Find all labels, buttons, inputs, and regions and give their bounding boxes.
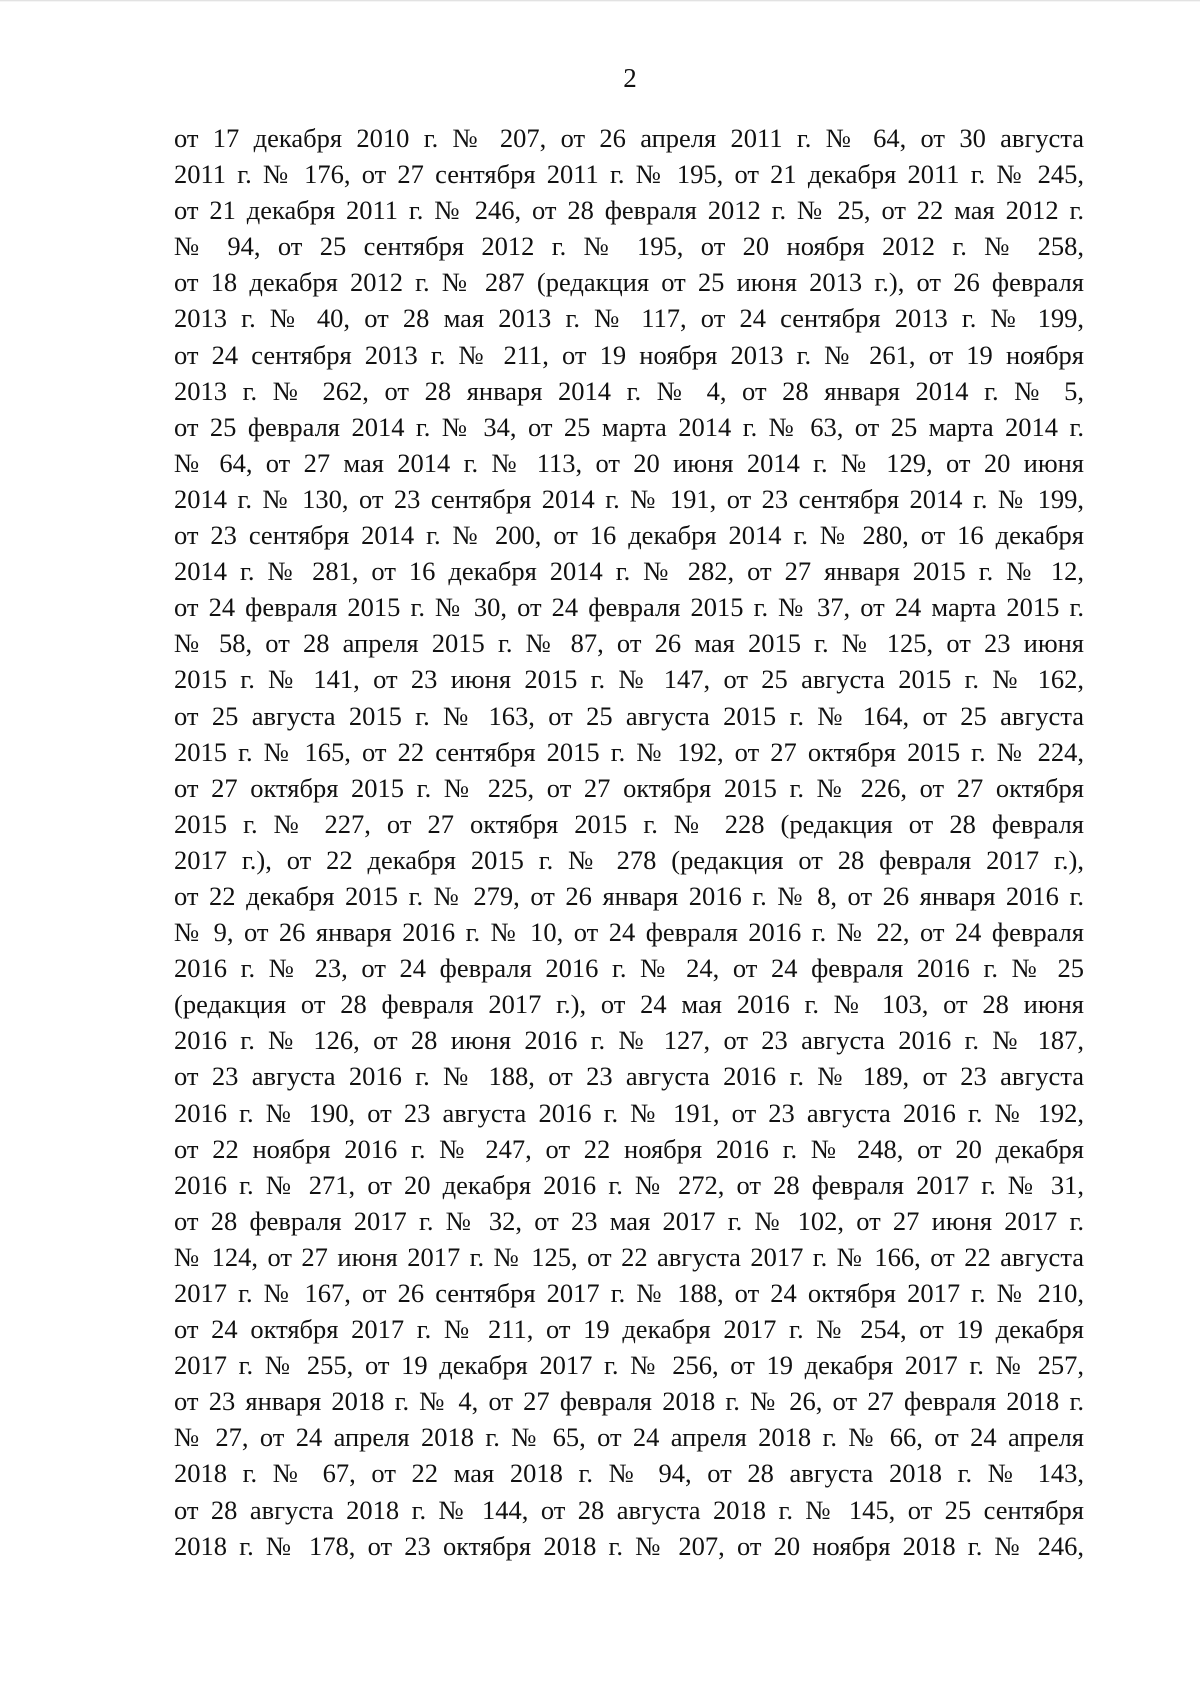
- text-line: от 23 сентября 2014 г. № 200, от 16 декабря 2014 г. № 280, от 16 декабря: [174, 520, 1084, 551]
- text-line: от 25 августа 2015 г. № 163, от 25 августа 2015 г. № 164, от 25 августа: [174, 700, 1084, 731]
- text-line: № 27, от 24 апреля 2018 г. № 65, от 24 апреля 2018 г. № 66, от 24 апреля: [174, 1422, 1084, 1453]
- text-line: (редакция от 28 февраля 2017 г.), от 24 мая 2016 г. № 103, от 28 июня: [174, 989, 1084, 1020]
- text-line: 2016 г. № 126, от 28 июня 2016 г. № 127, от 23 августа 2016 г. № 187,: [174, 1025, 1084, 1056]
- text-line: 2014 г. № 281, от 16 декабря 2014 г. № 282, от 27 января 2015 г. № 12,: [174, 556, 1084, 587]
- text-line: 2013 г. № 40, от 28 мая 2013 г. № 117, от 24 сентября 2013 г. № 199,: [174, 303, 1084, 334]
- text-line: 2016 г. № 271, от 20 декабря 2016 г. № 272, от 28 февраля 2017 г. № 31,: [174, 1169, 1084, 1200]
- text-line: 2013 г. № 262, от 28 января 2014 г. № 4, от 28 января 2014 г. № 5,: [174, 375, 1084, 406]
- text-line: 2015 г. № 227, от 27 октября 2015 г. № 228 (редакция от 28 февраля: [174, 808, 1084, 839]
- text-line: от 21 декабря 2011 г. № 246, от 28 февраля 2012 г. № 25, от 22 мая 2012 г.: [174, 195, 1084, 226]
- text-line: от 22 декабря 2015 г. № 279, от 26 января 2016 г. № 8, от 26 января 2016 г.: [174, 880, 1084, 911]
- text-line: от 17 декабря 2010 г. № 207, от 26 апреля 2011 г. № 64, от 30 августа: [174, 123, 1084, 153]
- body-text: [174, 120, 1084, 1564]
- page-number: 2: [623, 63, 637, 93]
- text-line: от 27 октября 2015 г. № 225, от 27 октября 2015 г. № 226, от 27 октября: [174, 772, 1084, 803]
- text-line: от 23 января 2018 г. № 4, от 27 февраля 2018 г. № 26, от 27 февраля 2018 г.: [174, 1386, 1084, 1417]
- text-line: 2016 г. № 23, от 24 февраля 2016 г. № 24, от 24 февраля 2016 г. № 25: [174, 953, 1084, 984]
- text-line: № 58, от 28 апреля 2015 г. № 87, от 26 мая 2015 г. № 125, от 23 июня: [174, 628, 1084, 659]
- text-line: от 24 октября 2017 г. № 211, от 19 декабря 2017 г. № 254, от 19 декабря: [174, 1314, 1084, 1345]
- text-line: 2017 г. № 167, от 26 сентября 2017 г. № 188, от 24 октября 2017 г. № 210,: [174, 1278, 1084, 1308]
- text-line: № 124, от 27 июня 2017 г. № 125, от 22 августа 2017 г. № 166, от 22 августа: [174, 1241, 1084, 1272]
- text-line: 2014 г. № 130, от 23 сентября 2014 г. № 191, от 23 сентября 2014 г. № 199,: [174, 483, 1084, 514]
- text-line: от 28 февраля 2017 г. № 32, от 23 мая 2017 г. № 102, от 27 июня 2017 г.: [174, 1205, 1084, 1236]
- text-line: 2016 г. № 190, от 23 августа 2016 г. № 191, от 23 августа 2016 г. № 192,: [174, 1097, 1084, 1128]
- text-line: 2015 г. № 165, от 22 сентября 2015 г. № 192, от 27 октября 2015 г. № 224,: [174, 736, 1084, 767]
- text-line: от 24 сентября 2013 г. № 211, от 19 ноября 2013 г. № 261, от 19 ноября: [174, 339, 1084, 370]
- text-line: от 22 ноября 2016 г. № 247, от 22 ноября 2016 г. № 248, от 20 декабря: [174, 1133, 1084, 1164]
- scan-edge: [0, 0, 1200, 2]
- text-line: № 64, от 27 мая 2014 г. № 113, от 20 июня 2014 г. № 129, от 20 июня: [174, 447, 1084, 478]
- text-line: 2015 г. № 141, от 23 июня 2015 г. № 147, от 25 августа 2015 г. № 162,: [174, 664, 1084, 695]
- text-line: № 9, от 26 января 2016 г. № 10, от 24 февраля 2016 г. № 22, от 24 февраля: [174, 917, 1084, 948]
- text-line: 2018 г. № 178, от 23 октября 2018 г. № 207, от 20 ноября 2018 г. № 246,: [174, 1530, 1084, 1561]
- text-line: от 28 августа 2018 г. № 144, от 28 августа 2018 г. № 145, от 25 сентября: [174, 1494, 1084, 1525]
- text-line: от 25 февраля 2014 г. № 34, от 25 марта 2014 г. № 63, от 25 марта 2014 г.: [174, 411, 1084, 442]
- text-line: от 18 декабря 2012 г. № 287 (редакция от 25 июня 2013 г.), от 26 февраля: [174, 267, 1084, 298]
- text-line: 2011 г. № 176, от 27 сентября 2011 г. № 195, от 21 декабря 2011 г. № 245,: [174, 159, 1084, 190]
- text-line: № 94, от 25 сентября 2012 г. № 195, от 20 ноября 2012 г. № 258,: [174, 231, 1084, 262]
- text-line: от 23 августа 2016 г. № 188, от 23 августа 2016 г. № 189, от 23 августа: [174, 1061, 1084, 1092]
- text-line: 2018 г. № 67, от 22 мая 2018 г. № 94, от 28 августа 2018 г. № 143,: [174, 1458, 1084, 1489]
- text-line: 2017 г. № 255, от 19 декабря 2017 г. № 256, от 19 декабря 2017 г. № 257,: [174, 1350, 1084, 1381]
- text-line: от 24 февраля 2015 г. № 30, от 24 февраля 2015 г. № 37, от 24 марта 2015 г.: [174, 592, 1084, 623]
- text-line: 2017 г.), от 22 декабря 2015 г. № 278 (редакция от 28 февраля 2017 г.),: [174, 844, 1084, 875]
